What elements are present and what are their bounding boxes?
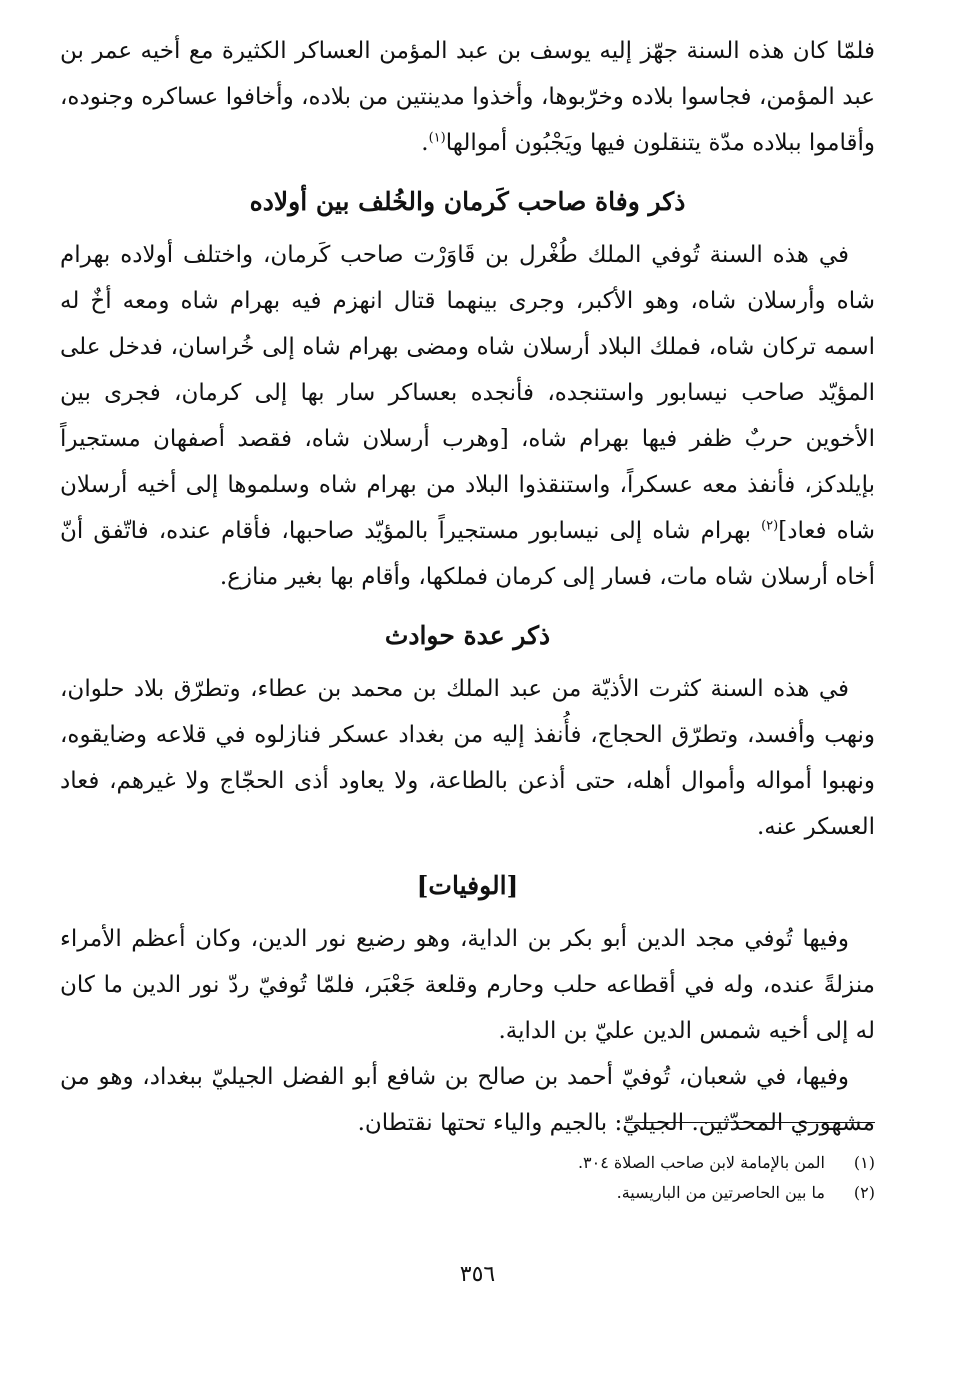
heading-kerman-death: ذكر وفاة صاحب كَرمان والخُلف بين أولاده: [249, 187, 686, 216]
footnote-ref-1[interactable]: (١): [428, 130, 446, 146]
page-number: ٣٥٦: [459, 1262, 496, 1287]
paragraph-3: في هذه السنة كثرت الأذيّة من عبد الملك بن محمد بن عطاء، وتطرّق بلاد حلوان، ونهب وأفسد، وتطرّق الحجاج، فأُنفذ إليه من بغداد عسكر فنازلوه في قلاعه وضايقوه، ونهبوا أمواله وأموال أهله، حتى أذعن بالطاعة، ولا يعاود أذى الحجّاج ولا غيرهم، فعاد العسكر عنه.: [60, 676, 875, 840]
paragraph-2-text-b: بهرام شاه إلى نيسابور مستجيراً بالمؤيّد صاحبها، فأقام عنده، فاتّفق أنّ أخاه أرسلان شاه مات، فسار إلى كرمان فملكها، وأقام بها بغير منازع.: [60, 518, 875, 590]
page-body: [60, 28, 875, 1146]
footnote-item: [375, 1148, 875, 1178]
paragraph-4: وفيها تُوفي مجد الدين أبو بكر بن الداية، وهو رضيع نور الدين، وكان أعظم الأمراء منزلةً عنده، وله في أقطاعه حلب وحارم وقلعة جَعْبَر، فلمّا تُوفيّ ردّ نور الدين ما كان له إلى أخيه شمس الدين عليّ بن الداية.: [60, 926, 875, 1044]
paragraph-2-text-a: في هذه السنة تُوفي الملك طُغْرل بن قَاوَرْت صاحب كَرمان، واختلف أولاده بهرام شاه وأرسلان شاه، وهو الأكبر، وجرى بينهما قتال انهزم فيه بهرام شاه ومعه أخٌ له اسمه تركان شاه، فملك البلاد أرسلان شاه ومضى بهرام شاه إلى خُراسان، فدخل على المؤيّد صاحب نيسابور واستنجده، فأنجده بعساكر سار بها إلى كرمان، فجرى بين الأخوين حربٌ ظفر فيها بهرام شاه، [وهرب أرسلان شاه، فقصد أصفهان مستجيراً بإيلدكز، فأنفذ معه عسكراً، واستنقذوا البلاد من بهرام شاه وسلموها إلى أخيه أرسلان شاه فعاد]: [60, 242, 875, 544]
footnote-divider: [625, 1122, 875, 1123]
footnote-number: (٢): [853, 1183, 875, 1202]
paragraph-2: [60, 232, 875, 600]
paragraph-1-end: .: [421, 130, 429, 156]
footnote-text: المن بالإمامة لابن صاحب الصلاة ٣٠٤.: [577, 1153, 825, 1172]
footnotes: [375, 1148, 875, 1208]
paragraph-1: [60, 28, 875, 166]
paragraph-5: وفيها، في شعبان، تُوفيّ أحمد بن صالح بن شافع أبو الفضل الجيليّ ببغداد، وهو من مشهوري المحدّثين. الجيليّ: بالجيم والياء تحتها نقتطان.: [60, 1064, 875, 1136]
footnote-item: [375, 1178, 875, 1208]
heading-deaths: [الوفيات]: [416, 871, 519, 900]
footnote-number: (١): [853, 1153, 875, 1172]
footnote-ref-2[interactable]: (٢): [761, 518, 779, 534]
paragraph-1-text: فلمّا كان هذه السنة جهّز إليه يوسف بن عبد المؤمن العساكر الكثيرة مع أخيه عمر بن عبد المؤمن، فجاسوا بلاده وخرّبوها، وأخذوا مدينتين من بلاده، وأخافوا عساكره وجنوده، وأقاموا ببلاده مدّة يتنقلون فيها ويَجْبُون أموالها: [60, 38, 875, 156]
footnote-text: ما بين الحاصرتين من الباريسية.: [616, 1183, 825, 1202]
heading-events: ذكر عدة حوادث: [384, 621, 551, 650]
